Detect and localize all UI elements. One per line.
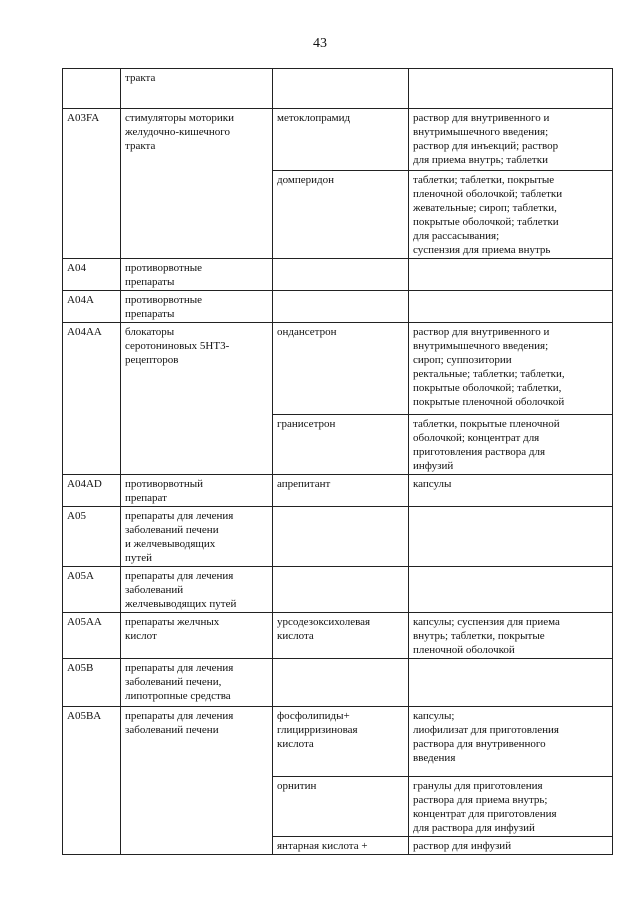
table-row — [63, 707, 613, 777]
table-row — [63, 323, 613, 415]
drug-name-cell — [273, 659, 409, 707]
table-row — [63, 109, 613, 171]
atc-code-cell: A04AD — [63, 475, 121, 507]
table-row — [63, 507, 613, 567]
pharmacological-group-cell: противорвотные препараты — [121, 291, 273, 323]
dosage-form-cell: таблетки, покрытые пленочной оболочкой; концентрат для приготовления раствора для инфузий — [409, 415, 613, 475]
dosage-form-cell — [409, 291, 613, 323]
atc-code-cell: A05 — [63, 507, 121, 567]
drug-name-cell — [273, 291, 409, 323]
table-row — [63, 259, 613, 291]
table-row — [63, 69, 613, 109]
pharmacological-group-cell: противорвотный препарат — [121, 475, 273, 507]
pharmacological-group-cell: противорвотные препараты — [121, 259, 273, 291]
atc-code-cell: A04 — [63, 259, 121, 291]
drug-name-cell — [273, 507, 409, 567]
atc-code-cell: A03FA — [63, 109, 121, 259]
drug-name-cell: апрепитант — [273, 475, 409, 507]
dosage-form-cell: раствор для внутривенного и внутримышечного введения; раствор для инъекций; раствор для приема внутрь; таблетки — [409, 109, 613, 171]
drug-name-cell: гранисетрон — [273, 415, 409, 475]
dosage-form-cell: капсулы; лиофилизат для приготовления раствора для внутривенного введения — [409, 707, 613, 777]
dosage-form-cell — [409, 567, 613, 613]
atc-code-cell: A05A — [63, 567, 121, 613]
drug-name-cell: фосфолипиды+ глицирризиновая кислота — [273, 707, 409, 777]
atc-code-cell — [63, 69, 121, 109]
table-row — [63, 613, 613, 659]
dosage-form-cell: раствор для инфузий — [409, 837, 613, 855]
dosage-form-cell: капсулы — [409, 475, 613, 507]
dosage-form-cell: гранулы для приготовления раствора для приема внутрь; концентрат для приготовления для раствора для инфузий — [409, 777, 613, 837]
drug-name-cell: янтарная кислота + — [273, 837, 409, 855]
pharmacological-group-cell: препараты для лечения заболеваний печени и желчевыводящих путей — [121, 507, 273, 567]
drug-name-cell: метоклопрамид — [273, 109, 409, 171]
dosage-form-cell: капсулы; суспензия для приема внутрь; таблетки, покрытые пленочной оболочкой — [409, 613, 613, 659]
drug-name-cell: ондансетрон — [273, 323, 409, 415]
dosage-form-cell: таблетки; таблетки, покрытые пленочной оболочкой; таблетки жевательные; сироп; таблетки, покрытые оболочкой; таблетки для рассасывания; суспензия для приема внутрь — [409, 171, 613, 259]
dosage-form-cell — [409, 259, 613, 291]
dosage-form-cell — [409, 69, 613, 109]
table-row — [63, 659, 613, 707]
table-row — [63, 567, 613, 613]
page-number: 43 — [313, 36, 327, 51]
drug-name-cell — [273, 259, 409, 291]
table-row — [63, 475, 613, 507]
pharmacological-group-cell: тракта — [121, 69, 273, 109]
atc-code-cell: A04AA — [63, 323, 121, 475]
drug-name-cell: урсодезоксихолевая кислота — [273, 613, 409, 659]
pharmacological-group-cell: блокаторы серотониновых 5НТ3- рецепторов — [121, 323, 273, 475]
drug-table — [62, 68, 613, 855]
pharmacological-group-cell: препараты желчных кислот — [121, 613, 273, 659]
atc-code-cell: A05B — [63, 659, 121, 707]
drug-name-cell — [273, 69, 409, 109]
drug-name-cell: домперидон — [273, 171, 409, 259]
atc-code-cell: A04A — [63, 291, 121, 323]
drug-name-cell: орнитин — [273, 777, 409, 837]
dosage-form-cell — [409, 659, 613, 707]
atc-code-cell: A05BA — [63, 707, 121, 855]
dosage-form-cell: раствор для внутривенного и внутримышечного введения; сироп; суппозитории ректальные; таблетки; таблетки, покрытые оболочкой; таблетки, покрытые пленочной оболочкой — [409, 323, 613, 415]
dosage-form-cell — [409, 507, 613, 567]
pharmacological-group-cell: препараты для лечения заболеваний печени, липотропные средства — [121, 659, 273, 707]
pharmacological-group-cell: препараты для лечения заболеваний желчевыводящих путей — [121, 567, 273, 613]
drug-name-cell — [273, 567, 409, 613]
pharmacological-group-cell: стимуляторы моторики желудочно-кишечного тракта — [121, 109, 273, 259]
table-row — [63, 291, 613, 323]
atc-code-cell: A05AA — [63, 613, 121, 659]
pharmacological-group-cell: препараты для лечения заболеваний печени — [121, 707, 273, 855]
